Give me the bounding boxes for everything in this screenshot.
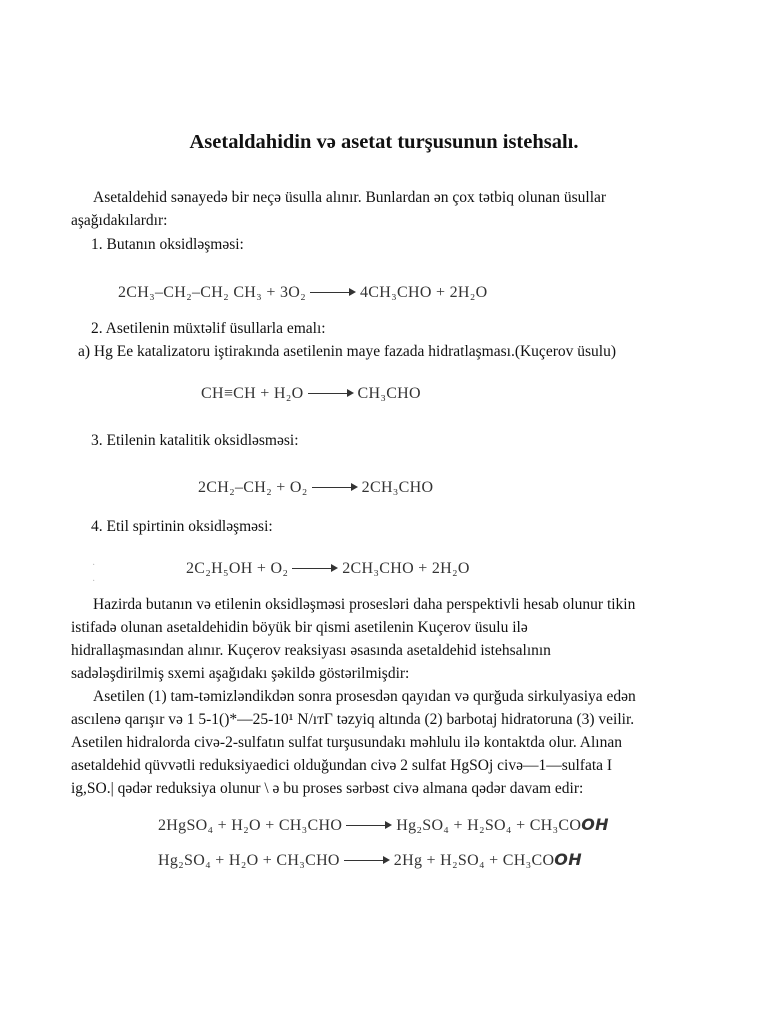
body-line-3: hidrallaşmasından alınır. Kuçerov reaksiyası əsasında asetaldehid istehsalının: [71, 642, 551, 659]
equation-5: [158, 815, 609, 835]
equation-1-reactants: 2CH₃–CH₂–CH₂ CH₃ + 3O₂: [118, 284, 306, 301]
body-line-6: ascılenə qarışır və 1 5-1()*—25-10¹ N/ıтΓ təzyiq altında (2) barbotaj hidratoruna (3) veilir.: [71, 711, 635, 728]
equation-6: [158, 850, 582, 870]
equation-3-reactants: 2CH₂–CH₂ + O₂: [198, 479, 308, 496]
document-title: Asetaldahidin və asetat turşusunun istehsalı.: [189, 131, 579, 153]
equation-6-handwritten-oh: OH: [554, 850, 582, 869]
body-line-5: Asetilen (1) tam-təmizləndikdən sonra prosesdən qayıdan və qurğuda sirkulyasiya edən: [93, 688, 636, 705]
equation-4-products: 2CH₃CHO + 2H₂O: [342, 560, 470, 577]
body-line-9: ig,SO.| qədər reduksiya olunur \ ə bu proses sərbəst civə almana qədər davam edir:: [71, 780, 584, 797]
equation-5-reactants: 2HgSO₄ + H₂O + CH₃CHO: [158, 817, 343, 834]
equation-4-reactants: 2C₂H₅OH + O₂: [186, 560, 289, 577]
reaction-arrow-icon: [344, 856, 390, 866]
reaction-arrow-icon: [292, 564, 338, 574]
scan-speck: ·: [92, 576, 96, 587]
equation-1-products: 4CH₃CHO + 2H₂O: [359, 284, 488, 301]
method-4-heading: 4. Etil spirtinin oksidləşməsi:: [91, 518, 273, 535]
equation-1: [118, 284, 487, 302]
body-line-7: Asetilen hidralorda civə-2-sulfatın sulfat turşusundakı məhlulu ilə kontaktda olur. Alınan: [71, 734, 622, 751]
intro-line-2: aşağıdakılardır:: [71, 212, 168, 229]
equation-5-handwritten-oh: OH: [581, 815, 609, 834]
equation-4: [186, 560, 470, 578]
method-2a-text: a) Hg Ee katalizatoru iştirakında asetilenin maye fazada hidratlaşması.(Kuçerov üsulu): [78, 343, 616, 360]
equation-6-reactants: Hg₂SO₄ + H₂O + CH₃CHO: [158, 852, 340, 869]
body-line-2: istifadə olunan asetaldehidin böyük bir qismi asetilenin Kuçerov üsulu ilə: [71, 619, 528, 636]
equation-2-products: CH₃CHO: [357, 385, 421, 402]
body-line-1: Hazirda butanın və etilenin oksidləşməsi prosesləri daha perspektivli hesab olunur tikin: [93, 596, 636, 613]
body-line-8: asetaldehid qüvvətli reduksiyaedici olduğundan civə 2 sulfat HgSOj civə—1—sulfata I: [71, 757, 613, 774]
equation-3-products: 2CH₃CHO: [361, 479, 434, 496]
equation-2-reactants: CH≡CH + H₂O: [201, 385, 304, 402]
equation-2: [201, 385, 421, 403]
scan-speck: ·: [92, 560, 96, 571]
equation-3: [198, 479, 433, 497]
equation-5-products: Hg₂SO₄ + H₂SO₄ + CH₃CO: [396, 817, 582, 834]
method-3-heading: 3. Etilenin katalitik oksidləsməsi:: [91, 432, 299, 449]
equation-6-products: 2Hg + H₂SO₄ + CH₃CO: [393, 852, 555, 869]
reaction-arrow-icon: [308, 389, 354, 399]
body-line-4: sadələşdirilmiş sxemi aşağıdakı şəkildə göstərilmişdir:: [71, 665, 410, 682]
reaction-arrow-icon: [346, 821, 392, 831]
method-1-heading: 1. Butanın oksidləşməsi:: [91, 236, 244, 253]
reaction-arrow-icon: [312, 483, 358, 493]
intro-line-1: Asetaldehid sənayedə bir neçə üsulla alınır. Bunlardan ən çox tətbiq olunan üsullar: [93, 189, 607, 206]
reaction-arrow-icon: [310, 288, 356, 298]
method-2-heading: 2. Asetilenin müxtəlif üsullarla emalı:: [91, 320, 326, 337]
